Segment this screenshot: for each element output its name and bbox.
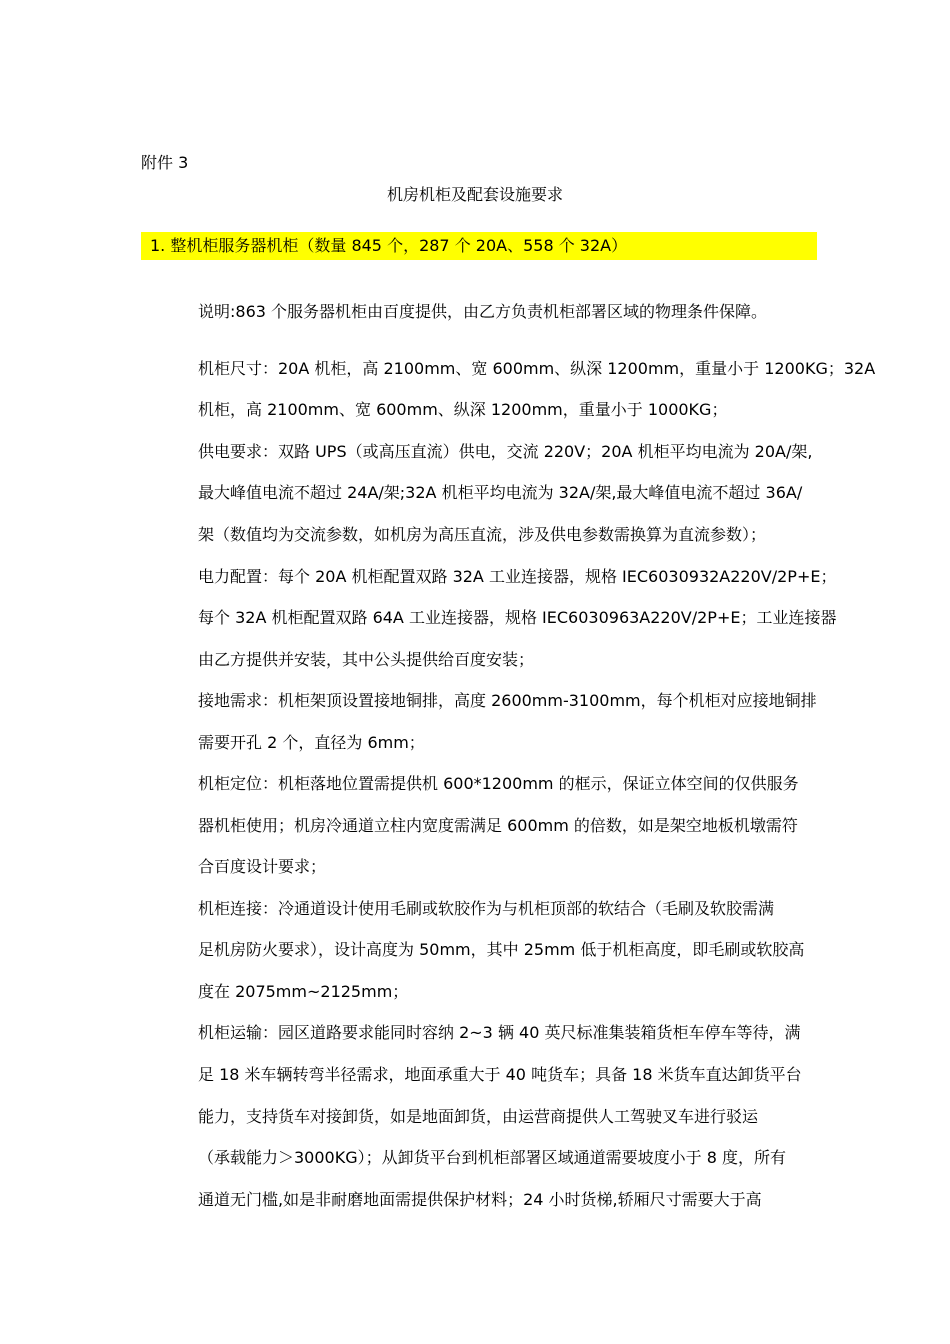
body-line: 足 18 米车辆转弯半径需求，地面承重大于 40 吨货车；具备 18 米货车直达卸货平台 xyxy=(198,1065,802,1084)
section-heading-highlighted: 1. 整机柜服务器机柜（数量 845 个，287 个 20A、558 个 32A） xyxy=(141,232,817,260)
body-line: 由乙方提供并安装，其中公头提供给百度安装； xyxy=(198,650,535,669)
attachment-label: 附件 3 xyxy=(141,153,189,172)
body-line: 需要开孔 2 个，直径为 6mm； xyxy=(198,733,425,752)
body-line: 机柜运输：园区道路要求能同时容纳 2~3 辆 40 英尺标准集装箱货柜车停车等待，满 xyxy=(198,1023,801,1042)
document-title: 机房机柜及配套设施要求 xyxy=(386,185,563,204)
body-line: （承载能力＞3000KG）；从卸货平台到机柜部署区域通道需要坡度小于 8 度，所有 xyxy=(198,1148,786,1167)
body-line: 每个 32A 机柜配置双路 64A 工业连接器，规格 IEC6030963A220V/2P+E；工业连接器 xyxy=(198,608,837,627)
body-line: 说明:863 个服务器机柜由百度提供，由乙方负责机柜部署区域的物理条件保障。 xyxy=(198,302,768,321)
body-line: 通道无门槛,如是非耐磨地面需提供保护材料；24 小时货梯,轿厢尺寸需要大于高 xyxy=(198,1190,762,1209)
body-line: 机柜尺寸：20A 机柜，高 2100mm、宽 600mm、纵深 1200mm，重量小于 1200KG；32A xyxy=(198,359,876,378)
body-line: 机柜，高 2100mm、宽 600mm、纵深 1200mm，重量小于 1000KG； xyxy=(198,400,728,419)
body-line: 最大峰值电流不超过 24A/架;32A 机柜平均电流为 32A/架,最大峰值电流不超过 36A/ xyxy=(198,483,803,502)
body-line: 器机柜使用；机房冷通道立柱内宽度需满足 600mm 的倍数，如是架空地板机墩需符 xyxy=(198,816,798,835)
body-line: 供电要求：双路 UPS（或高压直流）供电，交流 220V；20A 机柜平均电流为 20A/架, xyxy=(198,442,813,461)
body-line: 度在 2075mm~2125mm； xyxy=(198,982,409,1001)
body-line: 接地需求：机柜架顶设置接地铜排，高度 2600mm-3100mm，每个机柜对应接地铜排 xyxy=(198,691,817,710)
body-line: 机柜定位：机柜落地位置需提供机 600*1200mm 的框示，保证立体空间的仅供服务 xyxy=(198,774,799,793)
body-line: 电力配置：每个 20A 机柜配置双路 32A 工业连接器，规格 IEC6030932A220V/2P+E； xyxy=(198,567,837,586)
body-line: 足机房防火要求），设计高度为 50mm，其中 25mm 低于机柜高度，即毛刷或软胶高 xyxy=(198,940,805,959)
body-line: 架（数值均为交流参数，如机房为高压直流，涉及供电参数需换算为直流参数）； xyxy=(198,525,767,544)
body-line: 合百度设计要求； xyxy=(198,857,327,876)
body-line: 能力，支持货车对接卸货，如是地面卸货，由运营商提供人工驾驶叉车进行驳运 xyxy=(198,1107,759,1126)
body-line: 机柜连接：冷通道设计使用毛刷或软胶作为与机柜顶部的软结合（毛刷及软胶需满 xyxy=(198,899,775,918)
